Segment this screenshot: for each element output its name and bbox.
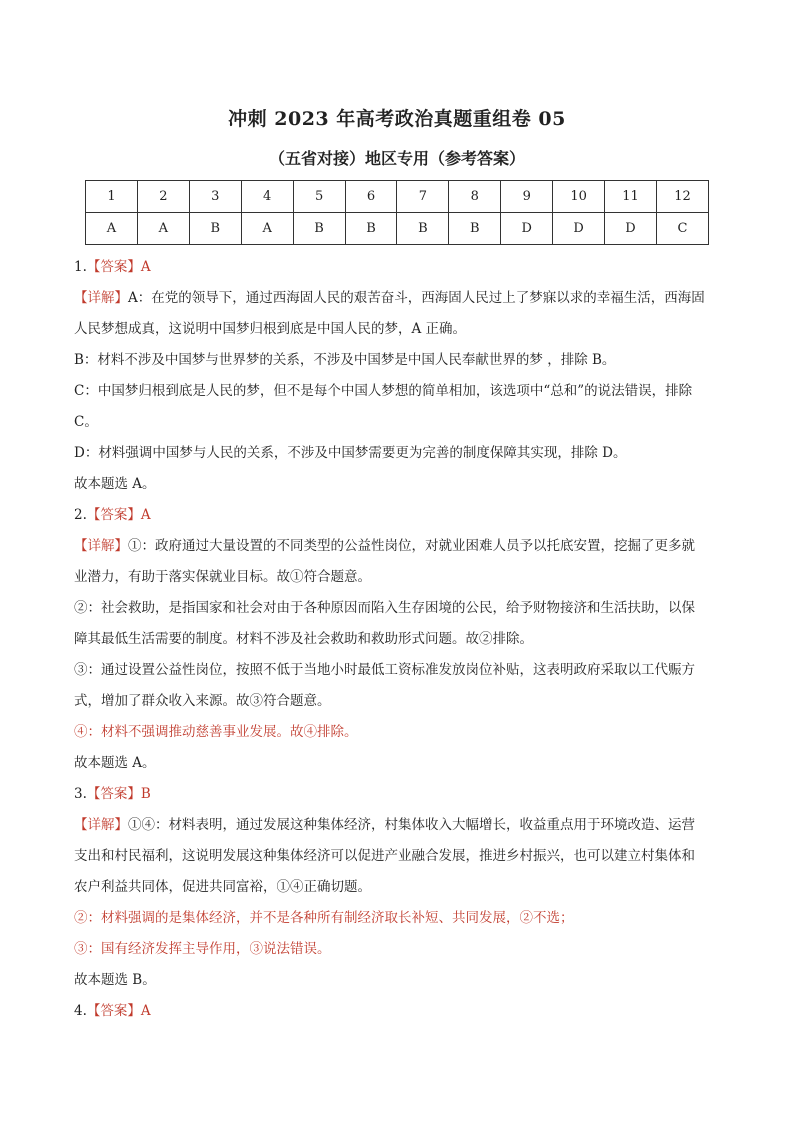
answer-cell: B <box>293 213 345 245</box>
q2-detail-line: 业潜力，有助于落实保就业目标。故①符合题意。 <box>74 569 371 585</box>
page-subtitle: （五省对接）地区专用（参考答案） <box>268 149 525 168</box>
q2-conclusion: 故本题选 A。 <box>74 755 156 771</box>
q3-answer-label: 【答案】 <box>86 786 141 802</box>
q2-answer-heading <box>74 500 724 531</box>
q4-number: 4. <box>74 1003 87 1019</box>
answer-cell: A <box>86 213 138 245</box>
q4-answer-value: A <box>140 1003 151 1019</box>
page-title: 冲刺 2023 年高考政治真题重组卷 05 <box>228 108 566 130</box>
q1-detail-line: 人民梦想成真，这说明中国梦归根到底是中国人民的梦，A 正确。 <box>74 321 467 337</box>
q4-answer-label: 【答案】 <box>86 1003 141 1019</box>
answer-cell: D <box>605 213 657 245</box>
q2-detail-line: ②：社会救助，是指国家和社会对由于各种原因而陷入生存困境的公民，给予财物接济和生活扶助，以保 <box>74 600 695 616</box>
q2-detail-line: 式，增加了群众收入来源。故③符合题意。 <box>74 693 331 709</box>
q2-number: 2. <box>74 507 87 523</box>
q1-detail-line: D：材料强调中国梦与人民的关系，不涉及中国梦需要更为完善的制度保障其实现，排除 D。 <box>74 445 627 461</box>
q3-detail-text: ①④：材料表明，通过发展这种集体经济，村集体收入大幅增长，收益重点用于环境改造、运营 <box>128 817 695 833</box>
question-number-cell: 10 <box>553 181 605 213</box>
answer-table <box>85 180 709 245</box>
q1-number: 1. <box>74 259 87 275</box>
answer-explanations <box>74 252 724 1027</box>
q2-answer-value: A <box>140 507 151 523</box>
q3-detail-label: 【详解】 <box>74 817 128 833</box>
q1-detail-line: C：中国梦归根到底是人民的梦，但不是每个中国人梦想的简单相加，该选项中“总和”的说法错误，排除 <box>74 383 693 399</box>
q1-detail-text: A：在党的领导下，通过西海固人民的艰苦奋斗，西海固人民过上了梦寐以求的幸福生活，西海固 <box>128 290 705 306</box>
answer-cell: A <box>241 213 293 245</box>
question-number-cell: 11 <box>605 181 657 213</box>
answer-cell: B <box>189 213 241 245</box>
answer-table-number-row <box>86 181 709 213</box>
question-number-cell: 6 <box>345 181 397 213</box>
q3-conclusion: 故本题选 B。 <box>74 972 156 988</box>
q1-conclusion: 故本题选 A。 <box>74 476 156 492</box>
question-number-cell: 3 <box>189 181 241 213</box>
question-number-cell: 5 <box>293 181 345 213</box>
q1-answer-value: A <box>140 259 151 275</box>
answer-table-answer-row <box>86 213 709 245</box>
q1-detail-label: 【详解】 <box>74 290 128 306</box>
q3-detail-line: ②：材料强调的是集体经济，并不是各种所有制经济取长补短、共同发展，②不选； <box>74 910 574 926</box>
q2-detail-label: 【详解】 <box>74 538 128 554</box>
q2-detail-text: ①：政府通过大量设置的不同类型的公益性岗位，对就业困难人员予以托底安置，挖掘了更多就 <box>128 538 695 554</box>
q3-number: 3. <box>74 786 87 802</box>
question-number-cell: 2 <box>137 181 189 213</box>
q2-detail-line <box>74 531 724 562</box>
q1-answer-label: 【答案】 <box>86 259 141 275</box>
q3-detail-line <box>74 810 724 841</box>
question-number-cell: 7 <box>397 181 449 213</box>
answer-cell: D <box>501 213 553 245</box>
q2-answer-label: 【答案】 <box>86 507 141 523</box>
answer-cell: B <box>449 213 501 245</box>
question-number-cell: 1 <box>86 181 138 213</box>
q2-detail-line: 障其最低生活需要的制度。材料不涉及社会救助和救助形式问题。故②排除。 <box>74 631 533 647</box>
q3-detail-line: 农户利益共同体，促进共同富裕，①④正确切题。 <box>74 879 371 895</box>
q3-detail-line: ③：国有经济发挥主导作用，③说法错误。 <box>74 941 331 957</box>
answer-cell: B <box>345 213 397 245</box>
q4-answer-heading <box>74 996 724 1027</box>
q3-answer-heading <box>74 779 724 810</box>
answer-cell: C <box>656 213 708 245</box>
q2-detail-line: ③：通过设置公益性岗位，按照不低于当地小时最低工资标准发放岗位补贴，这表明政府采取以工代赈方 <box>74 662 695 678</box>
q3-detail-line: 支出和村民福利，这说明发展这种集体经济可以促进产业融合发展，推进乡村振兴，也可以建立村集体和 <box>74 848 695 864</box>
question-number-cell: 8 <box>449 181 501 213</box>
answer-cell: D <box>553 213 605 245</box>
q1-detail-line <box>74 283 724 314</box>
q1-detail-line: B：材料不涉及中国梦与世界梦的关系，不涉及中国梦是中国人民奉献世界的梦 ，排除 B。 <box>74 352 616 368</box>
q1-answer-heading <box>74 252 724 283</box>
question-number-cell: 9 <box>501 181 553 213</box>
q3-answer-value: B <box>140 786 151 802</box>
question-number-cell: 4 <box>241 181 293 213</box>
question-number-cell: 12 <box>656 181 708 213</box>
answer-cell: A <box>137 213 189 245</box>
answer-cell: B <box>397 213 449 245</box>
q2-detail-line: ④：材料不强调推动慈善事业发展。故④排除。 <box>74 724 358 740</box>
q1-detail-line: C。 <box>74 414 98 430</box>
